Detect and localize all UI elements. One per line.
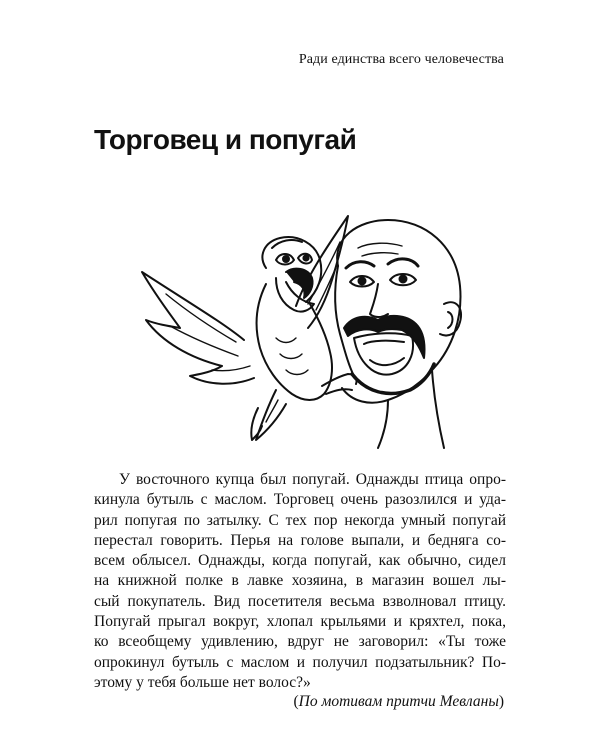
attribution-text: По мотивам притчи Мевланы	[298, 693, 499, 710]
story-line: ко всеобщему удивлению, вдруг не заговорил: «Ты тоже	[94, 633, 506, 651]
story-line: сый покупатель. Вид посетителя весьма взволновал птицу.	[94, 592, 506, 610]
story-line: перестал говорить. Перья на голове выпали, и бедняга со-	[94, 531, 506, 549]
story-line: кинула бутыль с маслом. Торговец очень разозлился и уда-	[94, 491, 506, 509]
parrot-and-bald-man-illustration	[126, 208, 470, 454]
story-line: на книжной полке в лавке хозяина, в магазин вошел лы-	[94, 572, 506, 590]
chapter-title: Торговец и попугай	[94, 124, 357, 155]
story-line: опрокинул бутыль с маслом и получил подзатыльник? По-	[94, 653, 506, 671]
attribution-close-paren: )	[498, 693, 504, 710]
story-line: рил попугая по затылку. С тех пор некогда умный попугай	[94, 511, 506, 529]
attribution	[293, 692, 504, 712]
story-line: Попугай прыгал вокруг, хлопал крыльями и кряхтел, пока,	[94, 613, 506, 631]
running-head: Ради единства всего человечества	[298, 52, 504, 67]
story-text	[94, 470, 506, 693]
story-line: этому у тебя больше нет волос?»	[94, 673, 311, 691]
attribution-open-paren: (	[293, 693, 299, 710]
story-line: всем облысел. Однажды, когда попугай, как обычно, сидел	[94, 552, 506, 570]
parrot-drawing	[142, 216, 357, 440]
story-line: У восточного купца был попугай. Однажды птица опро-	[119, 471, 506, 488]
bald-man-drawing	[335, 220, 461, 448]
